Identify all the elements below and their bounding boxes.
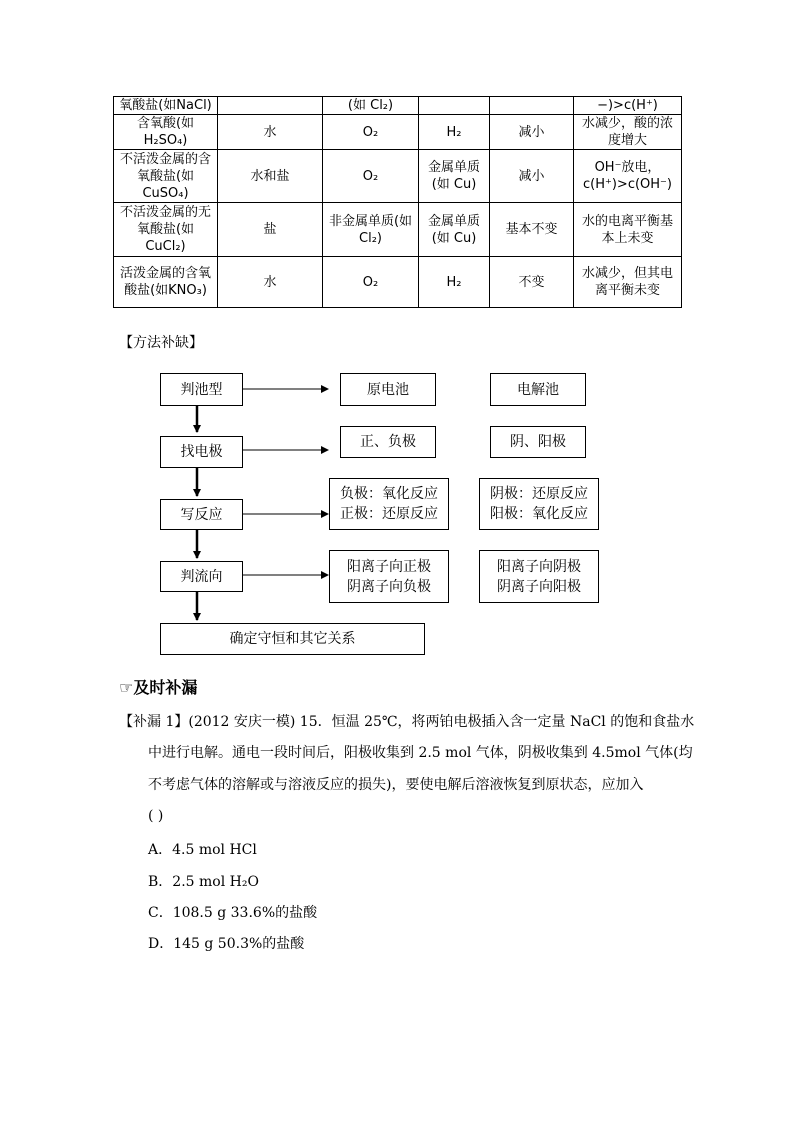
table-cell: 不活泼金属的无氧酸盐(如CuCl₂) [114,203,218,257]
electrolytic-electrode-box: 阴、阳极 [490,426,586,458]
question-text: 不考虑气体的溶解或与溶液反应的损失)，要使电解后溶液恢复到原状态，应加入 [148,777,644,793]
galvanic-name-box: 原电池 [340,373,436,406]
electrolytic-flow-box: 阳离子向阴极 阴离子向阳极 [479,550,599,603]
table-cell: 不变 [490,257,574,308]
option-b: B．2.5 mol H₂O [148,874,259,890]
electrolytic-name-box: 电解池 [490,373,586,406]
table-cell: 金属单质(如 Cu) [419,203,490,257]
table-row [114,150,682,203]
step-box-cell-type: 判池型 [160,373,243,406]
galvanic-electrode-box: 正、负极 [340,426,436,458]
table-cell: 水减少，酸的浓度增大 [574,115,682,150]
table-cell: 减小 [490,150,574,203]
table-row [114,97,682,115]
table-cell: 盐 [218,203,323,257]
table-cell: 水的电离平衡基本上未变 [574,203,682,257]
galvanic-flow-box: 阳离子向正极 阴离子向负极 [329,550,449,603]
table-row [114,115,682,150]
table-cell: 减小 [490,115,574,150]
table-cell: H₂ [419,257,490,308]
table-row [114,257,682,308]
galvanic-reaction-box: 负极：氧化反应 正极：还原反应 [329,478,449,530]
step-box-electrode: 找电极 [160,436,243,468]
table-cell: 水减少，但其电离平衡未变 [574,257,682,308]
final-box: 确定守恒和其它关系 [160,623,425,655]
table-cell [490,97,574,115]
table-cell [419,97,490,115]
electrolysis-table [113,96,682,308]
table-cell: 含氧酸(如H₂SO₄) [114,115,218,150]
table-row [114,203,682,257]
table-cell [218,97,323,115]
question-text: 【补漏 1】(2012 安庆一模) 15．恒温 25℃，将两铂电极插入含一定量 NaCl 的饱和食盐水 [119,714,695,730]
table-cell: 不活泼金属的含氧酸盐(如CuSO₄) [114,150,218,203]
option-d: D．145 g 50.3%的盐酸 [148,936,305,952]
table-cell: 氧酸盐(如NaCl) [114,97,218,115]
electrolytic-reaction-box: 阴极：还原反应 阳极：氧化反应 [479,478,599,530]
step-box-reaction: 写反应 [160,499,243,530]
table-cell: 水 [218,115,323,150]
step-box-flow: 判流向 [160,561,243,592]
table-cell: O₂ [323,115,419,150]
section-title-method: 【方法补缺】 [119,335,203,351]
table-cell: O₂ [323,150,419,203]
option-c: C．108.5 g 33.6%的盐酸 [148,905,318,921]
table-cell: O₂ [323,257,419,308]
table-cell: OH⁻放电，c(H⁺)>c(OH⁻) [574,150,682,203]
option-a: A．4.5 mol HCl [148,842,257,858]
answer-blank: ( ) [148,808,164,824]
section-heading-review: ☞及时补漏 [119,678,198,697]
table-cell: 基本不变 [490,203,574,257]
table-cell: H₂ [419,115,490,150]
question-text: 中进行电解。通电一段时间后，阳极收集到 2.5 mol 气体，阴极收集到 4.5mol 气体(均 [148,745,693,761]
table-cell: 水和盐 [218,150,323,203]
table-cell: (如 Cl₂) [323,97,419,115]
table-cell: 水 [218,257,323,308]
table-cell: −)>c(H⁺) [574,97,682,115]
table-cell: 活泼金属的含氧酸盐(如KNO₃) [114,257,218,308]
table-cell: 非金属单质(如 Cl₂) [323,203,419,257]
table-cell: 金属单质(如 Cu) [419,150,490,203]
